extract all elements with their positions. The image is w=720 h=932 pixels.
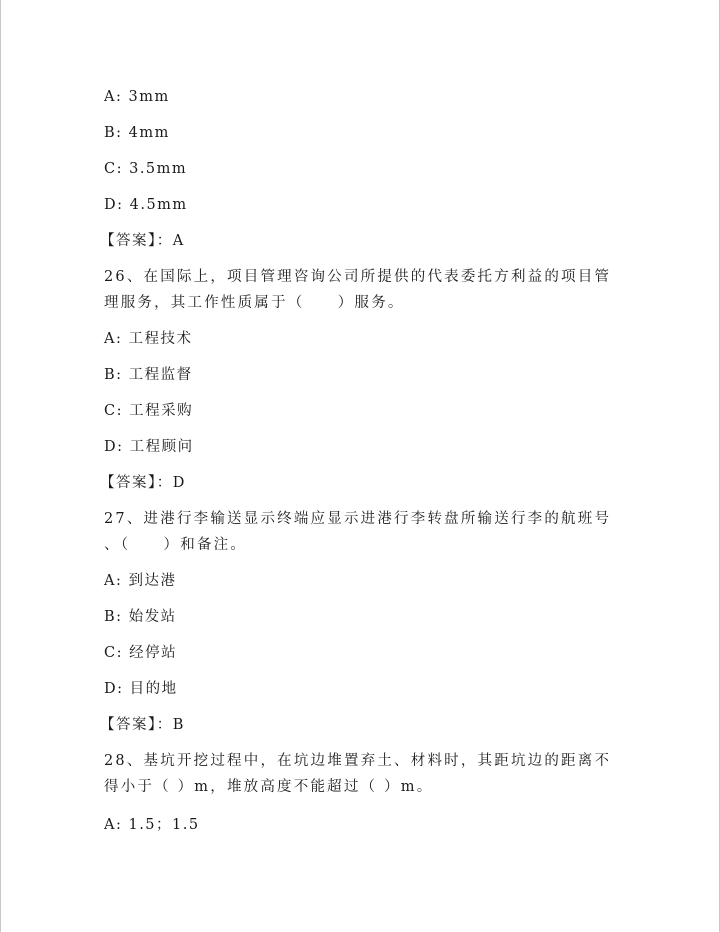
q26-option-a: A: 工程技术 bbox=[104, 331, 193, 347]
q26-option-b: B: 工程监督 bbox=[104, 367, 193, 383]
q27-option-c: C: 经停站 bbox=[104, 645, 178, 661]
q25-option-c: C: 3.5mm bbox=[104, 161, 188, 177]
q26-stem-line2: 理服务，其工作性质属于（ ）服务。 bbox=[104, 295, 405, 311]
q28-stem-line1: 28、基坑开挖过程中，在坑边堆置弃土、材料时，其距坑边的距离不 bbox=[104, 753, 612, 769]
q25-option-b: B: 4mm bbox=[104, 125, 170, 141]
q26-option-d: D: 工程顾问 bbox=[104, 439, 194, 455]
page-left-edge bbox=[0, 0, 1, 932]
q25-answer: 【答案】：A bbox=[100, 233, 185, 249]
q28-stem-line2: 得小于（ ）m，堆放高度不能超过（ ）m。 bbox=[104, 779, 434, 795]
q26-answer: 【答案】：D bbox=[100, 475, 186, 491]
q25-option-a: A: 3mm bbox=[104, 89, 170, 105]
q27-option-d: D: 目的地 bbox=[104, 681, 178, 697]
q26-stem-line1: 26、在国际上，项目管理咨询公司所提供的代表委托方利益的项目管 bbox=[104, 269, 612, 285]
q25-option-d: D: 4.5mm bbox=[104, 197, 188, 213]
q27-stem-line1: 27、进港行李输送显示终端应显示进港行李转盘所输送行李的航班号 bbox=[104, 511, 612, 527]
q27-answer: 【答案】：B bbox=[100, 717, 185, 733]
q27-option-b: B: 始发站 bbox=[104, 609, 177, 625]
q27-option-a: A: 到达港 bbox=[104, 573, 177, 589]
q26-option-c: C: 工程采购 bbox=[104, 403, 194, 419]
q28-option-a: A: 1.5；1.5 bbox=[104, 817, 200, 833]
q27-stem-line2: 、（ ）和备注。 bbox=[104, 537, 248, 553]
